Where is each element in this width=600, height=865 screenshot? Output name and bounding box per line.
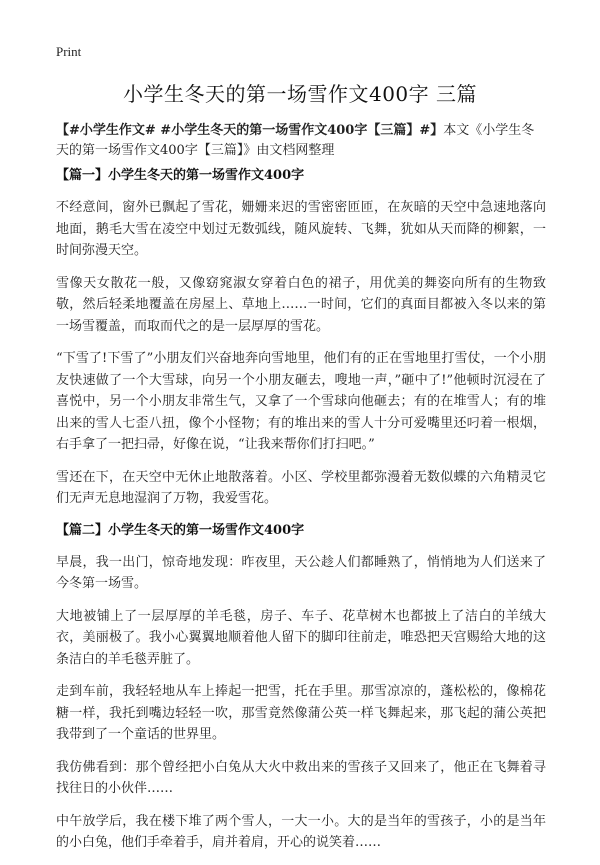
section-heading-1: 【篇一】小学生冬天的第一场雪作文400字 [56,168,305,183]
paragraph: 走到车前，我轻轻地从车上捧起一把雪，托在手里。那雪凉凉的，蓬松松的，像棉花糖一样，我托到嘴边轻轻一吹，那雪竟然像蒲公英一样飞舞起来，那飞起的蒲公英把我带到了一个童话的世界里。 [56,684,546,742]
intro-tags: 【#小学生作文# #小学生冬天的第一场雪作文400字【三篇】#】 [56,123,444,138]
paragraph: 不经意间，窗外已飘起了雪花，姗姗来迟的雪密密匝匝，在灰暗的天空中急速地落向地面，鹅毛大雪在凌空中划过无数弧线，随风旋转、飞舞，犹如从天而降的柳絮，一时间弥漫天空。 [56,200,546,258]
intro-source-text: 本文《小学生冬天的第一场雪作文400字【三篇】》由文档网整理 [56,123,535,158]
paragraph: 大地被铺上了一层厚厚的羊毛毯，房子、车子、花草树木也都披上了洁白的羊绒大衣，美丽极了。我小心翼翼地顺着他人留下的脚印往前走，唯恐把天宫赐给大地的这条洁白的羊毛毯弄脏了。 [56,608,546,667]
page-title: 小学生冬天的第一场雪作文400字 三篇 [122,82,478,106]
section-heading-2: 【篇二】小学生冬天的第一场雪作文400字 [56,522,305,538]
print-label: Print [56,44,82,59]
paragraph: 早晨，我一出门，惊奇地发现：昨夜里，天公趁人们都睡熟了，悄悄地为人们送来了今冬第一场雪。 [56,554,546,591]
paragraph: 中午放学后，我在楼下堆了两个雪人，一大一小。大的是当年的雪孩子，小的是当年的小白兔，他们手牵着手，肩并着肩，开心的说笑着…… [56,813,546,850]
paragraph: 雪还在下，在天空中无休止地散落着。小区、学校里都弥漫着无数似蝶的六角精灵它们无声无息地湿润了万物，我爱雪花。 [56,469,546,506]
paragraph: 我仿佛看到：那个曾经把小白兔从大火中救出来的雪孩子又回来了，他正在飞舞着寻找往日的小伙伴…… [56,759,546,796]
paragraph: “下雪了!下雪了”小朋友们兴奋地奔向雪地里，他们有的正在雪地里打雪仗，一个小朋友快速做了一个大雪球，向另一个小朋友砸去，嗖地一声，”砸中了!”他顿时沉浸在了喜悦中，另一个小朋友非常生气，又拿了一个雪球向他砸去；有的在堆雪人；有的堆出来的雪人七歪八扭，像个小怪物；有的堆出来的雪人十分可爱嘴里还叼着一根烟，右手拿了一把扫帚，好像在说，“让我来帮你们打扫吧。” [56,351,546,452]
article-body [56,166,546,865]
intro-paragraph [56,121,544,161]
paragraph: 雪像天女散花一般，又像窈窕淑女穿着白色的裙子，用优美的舞姿向所有的生物致敬，然后轻柔地覆盖在房屋上、草地上……一时间，它们的真面目都被入冬以来的第一场雪覆盖，而取而代之的是一层厚厚的雪花。 [56,275,546,334]
